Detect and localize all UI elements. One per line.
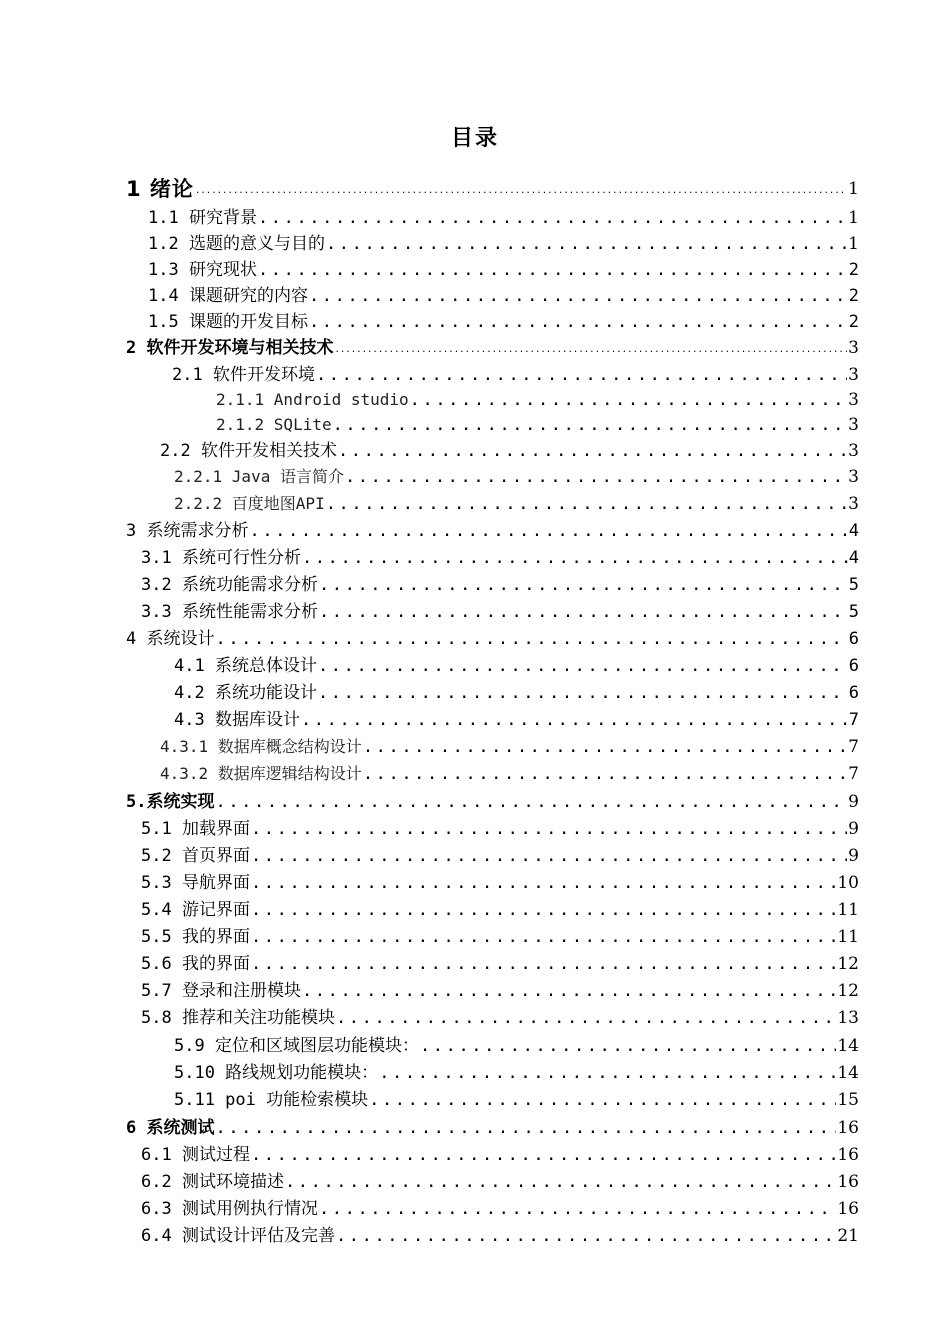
toc-entry-1-3[interactable]	[148, 257, 859, 283]
toc-entry-page: 9	[848, 792, 859, 812]
toc-entry-page: 13	[837, 1008, 859, 1028]
toc-entry-5-10[interactable]	[174, 1060, 859, 1086]
toc-entry-1-4[interactable]	[148, 283, 859, 309]
toc-entry-label: 1.4 课题研究的内容	[148, 286, 308, 306]
toc-entry-page: 9	[848, 819, 859, 839]
toc-entry-label: 1.2 选题的意义与目的	[148, 234, 325, 254]
toc-entry-label: 3 系统需求分析	[126, 521, 249, 541]
toc-entry-5-2[interactable]	[141, 843, 859, 869]
toc-entry-label: 5.1 加载界面	[141, 819, 250, 839]
toc-entry-page: 21	[837, 1226, 859, 1246]
toc-entry-5-1[interactable]	[141, 816, 859, 842]
toc-entry-4-1[interactable]	[174, 653, 859, 679]
toc-entry-page: 2	[848, 312, 859, 332]
toc-entry-2-1[interactable]	[172, 362, 859, 388]
toc-entry-page: 2	[848, 260, 859, 280]
toc-entry-page: 16	[837, 1145, 859, 1165]
toc-entry-5-5[interactable]	[141, 924, 859, 950]
dot-leader	[258, 205, 847, 231]
dot-leader	[334, 339, 847, 361]
toc-entry-label: 6.3 测试用例执行情况	[141, 1199, 318, 1219]
dot-leader	[251, 951, 836, 977]
toc-entry-page: 12	[837, 954, 859, 974]
toc-entry-label: 5.4 游记界面	[141, 900, 250, 920]
dot-leader	[251, 897, 836, 923]
toc-entry-page: 11	[837, 900, 859, 920]
dot-leader	[258, 257, 848, 283]
toc-entry-5-11[interactable]	[174, 1087, 859, 1113]
toc-entry-5-3[interactable]	[141, 870, 859, 896]
dot-leader	[301, 707, 848, 733]
toc-entry-page: 15	[837, 1090, 859, 1110]
toc-entry-label: 5.系统实现	[126, 792, 215, 812]
toc-entry-label: 1.1 研究背景	[148, 208, 257, 228]
dot-leader	[215, 626, 847, 652]
toc-entry-label: 6 系统测试	[126, 1118, 215, 1138]
toc-entry-page: 3	[848, 494, 859, 514]
toc-entry-page: 3	[848, 338, 859, 358]
dot-leader	[379, 1060, 836, 1086]
toc-entry-1-1[interactable]	[148, 205, 859, 231]
toc-entry-2-2-1[interactable]	[174, 464, 859, 490]
toc-entry-label: 2.2 软件开发相关技术	[160, 441, 337, 461]
dot-leader	[363, 734, 847, 760]
dot-leader	[363, 761, 847, 787]
toc-entry-4-3[interactable]	[174, 707, 859, 733]
toc-entry-chapter-6[interactable]	[126, 1115, 859, 1141]
toc-entry-page: 16	[837, 1118, 859, 1138]
toc-entry-label: 4.3.2 数据库逻辑结构设计	[160, 764, 362, 783]
dot-leader	[338, 438, 847, 464]
toc-entry-5-9[interactable]	[174, 1033, 859, 1059]
toc-entry-2-2-2[interactable]	[174, 491, 859, 517]
toc-entry-page: 6	[848, 656, 859, 676]
toc-entry-page: 11	[837, 927, 859, 947]
toc-entry-label: 2.1.1 Android studio	[216, 390, 409, 409]
dot-leader	[336, 1005, 836, 1031]
toc-entry-label: 4.1 系统总体设计	[174, 656, 317, 676]
dot-leader	[318, 680, 848, 706]
page-title: 目录	[450, 126, 499, 151]
toc-entry-5-6[interactable]	[141, 951, 859, 977]
toc-entry-6-4[interactable]	[141, 1223, 859, 1249]
toc-entry-label: 4.3 数据库设计	[174, 710, 300, 730]
toc-entry-page: 2	[848, 286, 859, 306]
toc-entry-label: 5.11 poi 功能检索模块	[174, 1090, 369, 1110]
dot-leader	[285, 1169, 836, 1195]
toc-entry-chapter-5[interactable]	[126, 789, 859, 815]
toc-entry-6-3[interactable]	[141, 1196, 859, 1222]
toc-entry-page: 1	[848, 234, 859, 254]
toc-entry-1-2[interactable]	[148, 231, 859, 257]
dot-leader	[251, 870, 836, 896]
toc-entry-page: 7	[848, 764, 859, 784]
toc-entry-page: 9	[848, 846, 859, 866]
dot-leader	[251, 924, 836, 950]
dot-leader	[319, 599, 848, 625]
toc-entry-label: 5.10 路线规划功能模块：	[174, 1063, 379, 1083]
toc-entry-label: 6.2 测试环境描述	[141, 1172, 284, 1192]
toc-entry-page: 5	[848, 575, 859, 595]
toc-entry-label: 5.8 推荐和关注功能模块	[141, 1008, 335, 1028]
toc-entry-page: 3	[848, 390, 859, 410]
dot-leader	[195, 180, 847, 202]
toc-entry-label: 2.1 软件开发环境	[172, 365, 315, 385]
toc-entry-label: 5.6 我的界面	[141, 954, 250, 974]
dot-leader	[302, 545, 848, 571]
toc-entry-2-1-2[interactable]	[216, 412, 859, 438]
toc-entry-label: 5.3 导航界面	[141, 873, 250, 893]
dot-leader	[251, 1142, 836, 1168]
toc-entry-page: 5	[848, 602, 859, 622]
toc-entry-4-3-1[interactable]	[160, 734, 859, 760]
toc-entry-page: 12	[837, 981, 859, 1001]
dot-leader	[318, 653, 848, 679]
toc-entry-page: 3	[848, 467, 859, 487]
toc-entry-label: 3.3 系统性能需求分析	[141, 602, 318, 622]
toc-entry-chapter-3[interactable]	[126, 518, 859, 544]
toc-entry-label: 4.2 系统功能设计	[174, 683, 317, 703]
toc-entry-page: 16	[837, 1199, 859, 1219]
toc-entry-page: 4	[848, 548, 859, 568]
toc-entry-chapter-2[interactable]	[126, 335, 859, 361]
toc-entry-label: 5.9 定位和区域图层功能模块：	[174, 1036, 419, 1056]
toc-entry-label: 2.2.1 Java 语言简介	[174, 467, 344, 486]
toc-entry-label: 4.3.1 数据库概念结构设计	[160, 737, 362, 756]
toc-entry-label: 6.1 测试过程	[141, 1145, 250, 1165]
dot-leader	[215, 1115, 836, 1141]
toc-entry-page: 6	[848, 629, 859, 649]
toc-entry-5-8[interactable]	[141, 1005, 859, 1031]
toc-entry-5-4[interactable]	[141, 897, 859, 923]
toc-entry-page: 16	[837, 1172, 859, 1192]
toc-entry-page: 1	[848, 179, 859, 199]
toc-entry-label: 5.2 首页界面	[141, 846, 250, 866]
toc-entry-2-1-1[interactable]	[216, 387, 859, 413]
toc-entry-page: 10	[837, 873, 859, 893]
toc-entry-label: 2.1.2 SQLite	[216, 415, 332, 434]
toc-entry-page: 3	[848, 415, 859, 435]
toc-entry-label: 3.2 系统功能需求分析	[141, 575, 318, 595]
dot-leader	[410, 387, 848, 413]
toc-entry-label: 1 绪论	[126, 177, 194, 201]
toc-entry-6-2[interactable]	[141, 1169, 859, 1195]
dot-leader	[316, 362, 847, 388]
toc-entry-label: 2.2.2 百度地图API	[174, 494, 325, 513]
toc-entry-page: 7	[848, 737, 859, 757]
toc-entry-page: 1	[848, 208, 859, 228]
toc-entry-3-3[interactable]	[141, 599, 859, 625]
dot-leader	[215, 789, 847, 815]
toc-entry-label: 1.5 课题的开发目标	[148, 312, 308, 332]
dot-leader	[369, 1087, 836, 1113]
dot-leader	[336, 1223, 836, 1249]
toc-entry-page: 6	[848, 683, 859, 703]
toc-entry-chapter-4[interactable]	[126, 626, 859, 652]
toc-entry-page: 4	[848, 521, 859, 541]
dot-leader	[420, 1033, 836, 1059]
dot-leader	[251, 843, 847, 869]
toc-entry-page: 7	[848, 710, 859, 730]
dot-leader	[251, 816, 847, 842]
toc-entry-page: 3	[848, 441, 859, 461]
toc-entry-label: 4 系统设计	[126, 629, 215, 649]
toc-entry-page: 3	[848, 365, 859, 385]
dot-leader	[333, 412, 848, 438]
dot-leader	[249, 518, 847, 544]
toc-entry-label: 1.3 研究现状	[148, 260, 257, 280]
toc-entry-page: 14	[837, 1063, 859, 1083]
dot-leader	[326, 231, 847, 257]
toc-entry-page: 14	[837, 1036, 859, 1056]
toc-entry-label: 2 软件开发环境与相关技术	[126, 338, 334, 358]
toc-entry-3-1[interactable]	[141, 545, 859, 571]
toc-entry-chapter-1[interactable]	[126, 176, 859, 202]
toc-entry-label: 6.4 测试设计评估及完善	[141, 1226, 335, 1246]
toc-entry-1-5[interactable]	[148, 309, 859, 335]
dot-leader	[309, 283, 848, 309]
dot-leader	[345, 464, 847, 490]
dot-leader	[309, 309, 848, 335]
toc-entry-3-2[interactable]	[141, 572, 859, 598]
dot-leader	[319, 1196, 836, 1222]
toc-entry-label: 3.1 系统可行性分析	[141, 548, 301, 568]
toc-entry-label: 5.7 登录和注册模块	[141, 981, 301, 1001]
toc-entry-5-7[interactable]	[141, 978, 859, 1004]
dot-leader	[302, 978, 836, 1004]
dot-leader	[326, 491, 847, 517]
toc-entry-label: 5.5 我的界面	[141, 927, 250, 947]
toc-entry-6-1[interactable]	[141, 1142, 859, 1168]
dot-leader	[319, 572, 848, 598]
toc-entry-2-2[interactable]	[160, 438, 859, 464]
toc-entry-4-2[interactable]	[174, 680, 859, 706]
toc-entry-4-3-2[interactable]	[160, 761, 859, 787]
